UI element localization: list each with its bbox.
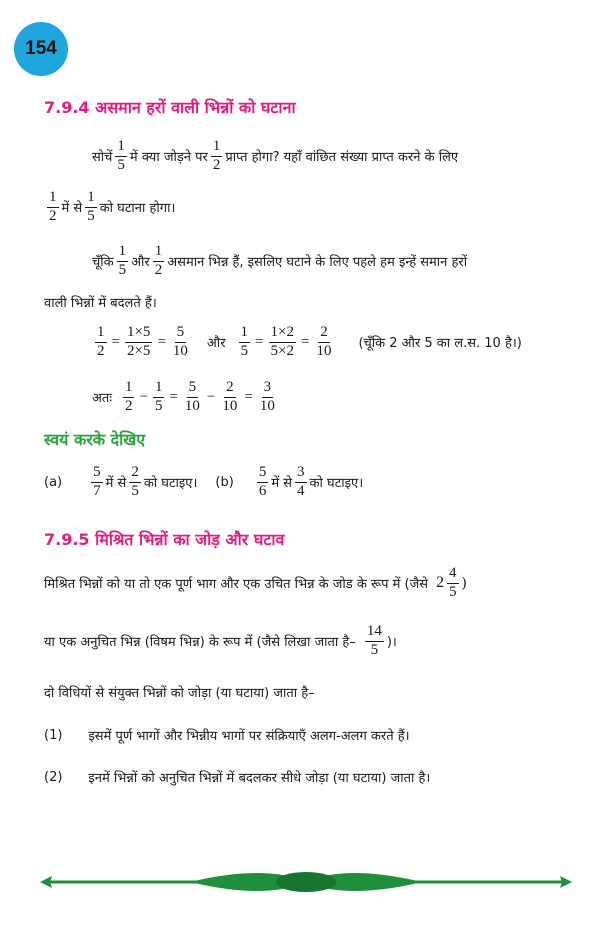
fraction bbox=[257, 465, 269, 500]
text: और bbox=[206, 336, 226, 352]
equals-sign: = bbox=[157, 333, 166, 350]
text: सोचें bbox=[92, 150, 113, 166]
numerator: 1 bbox=[85, 190, 97, 208]
text: दो विधियों से संयुक्त भिन्नों को जोड़ा (या घटाया) जाता है– bbox=[44, 686, 315, 701]
list-label: (1) bbox=[44, 727, 63, 743]
fraction bbox=[211, 139, 223, 174]
text: चूँकि bbox=[92, 255, 114, 271]
fraction bbox=[171, 325, 190, 360]
numerator: 1 bbox=[153, 244, 165, 262]
text: अतः bbox=[92, 391, 112, 407]
text: को घटाइए। bbox=[309, 476, 364, 492]
numerator: 1×5 bbox=[125, 325, 152, 343]
denominator: 10 bbox=[184, 397, 200, 414]
numerator: 1 bbox=[153, 380, 165, 398]
numerator: 1 bbox=[95, 325, 107, 343]
section-heading-7-9-4: 7.9.4 असमान हरों वाली भिन्नों को घटाना bbox=[44, 98, 296, 117]
fraction bbox=[239, 325, 251, 360]
denominator: 5 bbox=[370, 641, 379, 658]
paragraph-two-methods bbox=[44, 683, 315, 701]
text: )। bbox=[386, 635, 397, 651]
denominator: 5 bbox=[154, 397, 163, 414]
numerator: 1 bbox=[115, 139, 127, 157]
text: में से bbox=[61, 201, 83, 217]
denominator: 5×2 bbox=[270, 342, 294, 359]
equals-sign: = bbox=[255, 333, 264, 350]
numerator: 5 bbox=[175, 325, 187, 343]
mixed-fraction bbox=[436, 566, 462, 601]
denominator: 6 bbox=[258, 482, 267, 499]
text: वाली भिन्नों में बदलते हैं। bbox=[44, 296, 157, 311]
denominator: 10 bbox=[316, 342, 332, 359]
numerator: 1 bbox=[47, 190, 59, 208]
text: में से bbox=[105, 476, 127, 492]
fraction bbox=[153, 244, 165, 279]
fraction bbox=[153, 380, 165, 415]
text: में से bbox=[271, 476, 293, 492]
denominator: 5 bbox=[87, 207, 95, 224]
numerator: 5 bbox=[91, 465, 103, 483]
fraction bbox=[125, 325, 152, 360]
denominator: 2 bbox=[212, 156, 221, 173]
numerator: 3 bbox=[295, 465, 307, 483]
denominator: 7 bbox=[93, 482, 101, 499]
denominator: 2 bbox=[124, 397, 133, 414]
text: या एक अनुचित भिन्न (विषम भिन्न) के रूप में (जैसे लिखा जाता है– bbox=[44, 635, 356, 651]
fraction bbox=[365, 624, 384, 659]
equation-result bbox=[92, 380, 280, 415]
numerator: 14 bbox=[365, 624, 384, 642]
fraction bbox=[447, 566, 459, 601]
fraction bbox=[314, 325, 333, 360]
decorative-divider bbox=[40, 868, 572, 896]
fraction bbox=[91, 465, 103, 500]
numerator: 2 bbox=[224, 380, 236, 398]
list-text: इनमें भिन्नों को अनुचित भिन्नों में बदलकर सीधे जोड़ा (या घटाया) जाता है। bbox=[88, 771, 431, 786]
fraction bbox=[295, 465, 307, 500]
paragraph-subtract bbox=[44, 190, 175, 225]
list-item bbox=[44, 768, 430, 786]
list-item bbox=[44, 726, 410, 744]
text: ) bbox=[461, 574, 467, 591]
text: असमान भिन्न हैं, इसलिए घटाने के लिए पहले हम इन्हें समान हरों bbox=[167, 255, 468, 271]
whole-part: 2 bbox=[436, 574, 445, 592]
paragraph-mixed bbox=[44, 566, 467, 601]
fraction bbox=[117, 244, 129, 279]
exercise-label-a: (a) bbox=[44, 474, 63, 490]
denominator: 2×5 bbox=[126, 342, 151, 359]
paragraph-think bbox=[92, 139, 458, 174]
denominator: 5 bbox=[240, 342, 249, 359]
fraction bbox=[115, 139, 127, 174]
equals-sign: = bbox=[111, 333, 120, 350]
text: में क्या जोड़ने पर bbox=[129, 150, 208, 166]
paragraph-convert bbox=[44, 293, 157, 311]
numerator: 3 bbox=[262, 380, 274, 398]
text: और bbox=[131, 255, 150, 271]
paragraph-improper bbox=[44, 624, 397, 659]
paragraph-since bbox=[92, 244, 467, 279]
fraction bbox=[220, 380, 239, 415]
section-heading-7-9-5: 7.9.5 मिश्रित भिन्नों का जोड़ और घटाव bbox=[44, 530, 285, 549]
fraction bbox=[269, 325, 296, 360]
fraction bbox=[183, 380, 202, 415]
denominator: 2 bbox=[97, 342, 105, 359]
numerator: 1 bbox=[211, 139, 223, 157]
denominator: 5 bbox=[449, 583, 457, 600]
equation-equivalent-fractions bbox=[92, 325, 522, 360]
equals-sign: = bbox=[300, 333, 310, 350]
fraction bbox=[123, 380, 135, 415]
numerator: 4 bbox=[447, 566, 459, 584]
denominator: 5 bbox=[117, 156, 125, 173]
list-text: इसमें पूर्ण भागों और भिन्नीय भागों पर संक्रियाएँ अलग-अलग करते हैं। bbox=[88, 729, 410, 744]
equals-sign: = bbox=[244, 388, 253, 405]
numerator: 1 bbox=[239, 325, 251, 343]
denominator: 4 bbox=[297, 482, 305, 499]
numerator: 5 bbox=[257, 465, 269, 483]
try-it-heading: स्वयं करके देखिए bbox=[44, 430, 146, 449]
text: को घटाना होगा। bbox=[99, 201, 176, 217]
text: को घटाइए। bbox=[143, 476, 198, 492]
equals-sign: = bbox=[169, 388, 178, 405]
denominator: 2 bbox=[154, 261, 163, 278]
page-number-badge: 154 bbox=[14, 22, 68, 76]
minus-sign: − bbox=[139, 388, 148, 405]
text: प्राप्त होगा? यहाँ वांछित संख्या प्राप्त करने के लिए bbox=[225, 150, 459, 166]
numerator: 1 bbox=[123, 380, 135, 398]
fraction bbox=[129, 465, 141, 500]
numerator: 2 bbox=[318, 325, 330, 343]
lcm-note: (चूँकि 2 और 5 का ल.स. 10 है।) bbox=[358, 336, 522, 352]
numerator: 1 bbox=[117, 244, 129, 262]
numerator: 2 bbox=[129, 465, 141, 483]
numerator: 5 bbox=[187, 380, 199, 398]
denominator: 10 bbox=[222, 397, 238, 414]
list-label: (2) bbox=[44, 769, 63, 785]
numerator: 1×2 bbox=[269, 325, 296, 343]
denominator: 10 bbox=[172, 342, 188, 359]
fraction bbox=[95, 325, 107, 360]
text: मिश्रित भिन्नों को या तो एक पूर्ण भाग और एक उचित भिन्न के जोड के रूप में (जैसे bbox=[44, 577, 429, 593]
fraction bbox=[85, 190, 97, 225]
denominator: 5 bbox=[131, 482, 139, 499]
minus-sign: − bbox=[206, 388, 216, 405]
fraction bbox=[258, 380, 277, 415]
exercise-label-b: (b) bbox=[215, 474, 234, 490]
denominator: 10 bbox=[259, 397, 275, 414]
denominator: 2 bbox=[49, 207, 57, 224]
denominator: 5 bbox=[118, 261, 127, 278]
try-it-exercises bbox=[44, 465, 363, 500]
fraction bbox=[47, 190, 59, 225]
